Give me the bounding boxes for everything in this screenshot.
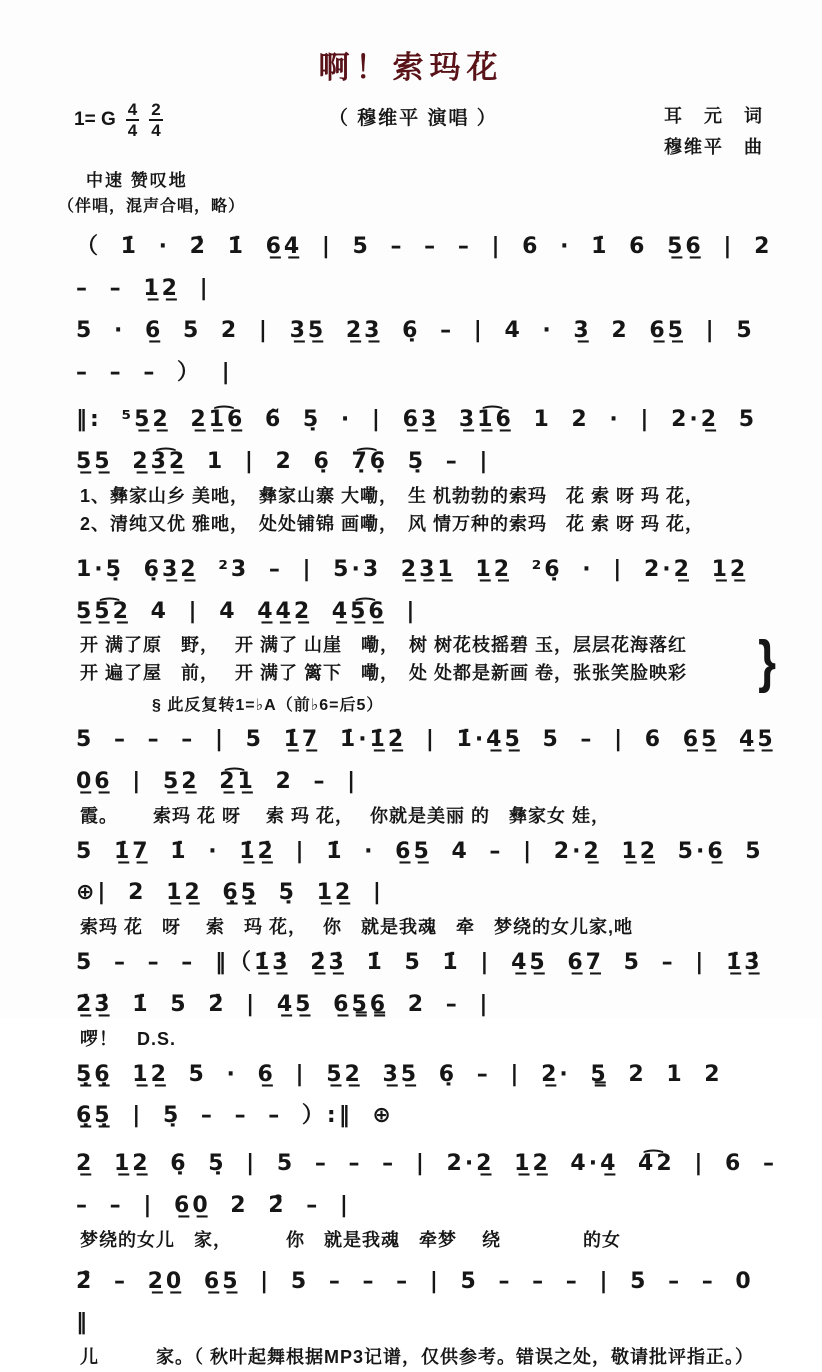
system-6 (34, 831, 788, 942)
notation-line-10: 2̑ – 2̲0̲ 6̲5̲ | 5 – – – | 5 – – – | 5 – – 0 ‖ (76, 1268, 774, 1336)
system-7 (34, 942, 788, 1053)
notation-line-9: 2̲ 1̲2̲ 6̣ 5̣ | 5 – – – | 2·2̲ 1̲2̲ 4·4̲ 4͡2 | 6 – – – | 6̲0̲ 2 2̑ – | (76, 1151, 797, 1218)
lyrics-line-6: 索玛 花 呀 索 玛 花， 你 就是我魂 牵 梦绕的女儿家,吔 (80, 917, 634, 938)
lyrics-pair-4 (76, 628, 778, 694)
song-title: 啊！索玛花 (318, 50, 504, 85)
key-signature: 1= G (74, 109, 116, 130)
notation-line-2: 5 · 6̲ 5 2 | 3̲5̲ 2̲3̲ 6̣ – | 4 · 3̲ 2 6̲5̲ | 5 – – – ） | (76, 317, 775, 385)
notation-line-3: ‖: ⁵5̲2̲ 2̲1̲͡6̲ 6̃ 5̣ · | 6̲3̲ 3̲1̲͡6̲ 1 2 · | 2·2̲ 5 5̲5̲ 2̲3̲͡2̲ 1 | 2 6̣ 7̣͡6̣ 5̣ – | (76, 407, 777, 475)
system-2 (34, 310, 788, 394)
lyrics-line-7: 啰！ D.S. (80, 1028, 177, 1049)
performer-subtitle: （ 穆维平 演唱 ） (328, 108, 498, 129)
lyrics-line-verse2: 2、清纯又优 雅吔， 处处铺锦 画嘞， 风 情万种的索玛 花 索 呀 玛 花， (80, 513, 705, 534)
notation-line-5: 5 – – – | 5 1̲̇7̲ 1̇·1̲̇2̲̇ | 1̇·4̲5̲ 5 – | 6 6̲5̲ 4̲5̲ 0̲6̲ | 5̲2̲ 2̲͡1̲ 2 – | (76, 727, 796, 794)
system-3 (34, 399, 788, 538)
lyrics-line-4a: 开 满了原 野， 开 满了 山崖 嘞， 树 树花枝摇碧 玉，层层花海落红 (80, 635, 688, 656)
time-signature-2-4: $\frac{2}{4}$ (151, 100, 161, 140)
accompaniment-note: （伴唱，混声合唱，略） (58, 198, 246, 216)
composer-credit: 穆维平 曲 (663, 136, 764, 157)
lyrics-line-4b: 开 遍了屋 前， 开 满了 篱下 嘞， 处 处都是新画 卷，张张笑脸映彩 (80, 663, 688, 684)
notation-line-6: 5 1̲̇7̲ 1̇ · 1̲̇2̲̇ | 1̇ · 6̲5̲ 4 – | 2·2̲ 1̲2̲ 5·6̲ 5 ⊕| 2 1̲2̲ 6̲̣5̲̣ 5̣ 1̲2̲ | (76, 838, 784, 906)
system-4 (34, 549, 788, 694)
notation-line-7: 5 – – – ‖（1̲̇3̲̇ 2̲̇3̲̇ 1̇ 5 1̇ | 4̲5̲ 6̲7̲ 5 – | 1̲̇3̲̇ 2̲̇3̲̇ 1̇ 5 2̇ | 4̲5̲ 6̲5̳6̳ 2 – | (76, 950, 783, 1017)
notation-line-4: 1·5̣ 6̣3̲2̲ ²3 – | 5·3 2̲3̲1̲ 1̲2̲ ²6̣ · | 2·2̲ 1̲2̲ 5̲5̲͡2̲ 4 | 4 4̲4̲2̲ 4̲5̲͡6̲ | (76, 556, 768, 624)
tempo-marking: 中速 赞叹地 (86, 171, 188, 191)
lyrics-brace: } (758, 628, 776, 694)
key-and-time (74, 101, 163, 139)
lyrics-line-5: 霞。 索玛 花 呀 索 玛 花， 你就是美丽 的 彝家女 娃， (80, 805, 611, 826)
system-8 (34, 1054, 788, 1138)
system-9 (34, 1143, 797, 1254)
credits-block (664, 101, 764, 162)
system-1 (34, 226, 793, 310)
system-5 (34, 719, 796, 830)
header-meta-row (34, 101, 788, 162)
time-signature-4-4: $\frac{4}{4}$ (127, 100, 138, 140)
lyrics-line-verse1: 1、彝家山乡 美吔， 彝家山寨 大嘞， 生 机勃勃的索玛 花 索 呀 玛 花， (80, 485, 705, 506)
segno-direction: § 此反复转1=♭A（前♭6=后5） (152, 697, 384, 715)
lyricist-credit: 耳 元 词 (663, 106, 764, 126)
notation-line-1: （ 1̇ · 2̇ 1̇ 6̲4̲ | 5 – – – | 6 · 1̇ 6 5̲6̲ | 2 – – 1̲2̲ | (76, 234, 793, 301)
system-10 (34, 1261, 788, 1372)
lyrics-line-10-and-footnote: 儿 家。（ 秋叶起舞根据MP3记谱，仅供参考。错误之处，敬请批评指正。） (80, 1347, 755, 1368)
notation-line-8: 5̲̣6̲̣ 1̲2̲ 5 · 6̲ | 5̲2̲ 3̲5̲ 6̣ – | 2̲· 5̳ 2 1 2 6̲̣5̲̣ | 5̣ – – – ）:‖ ⊕ (76, 1061, 743, 1129)
lyrics-line-9: 梦绕的女儿 家， 你 就是我魂 牵梦 绕 的女 (80, 1229, 621, 1250)
